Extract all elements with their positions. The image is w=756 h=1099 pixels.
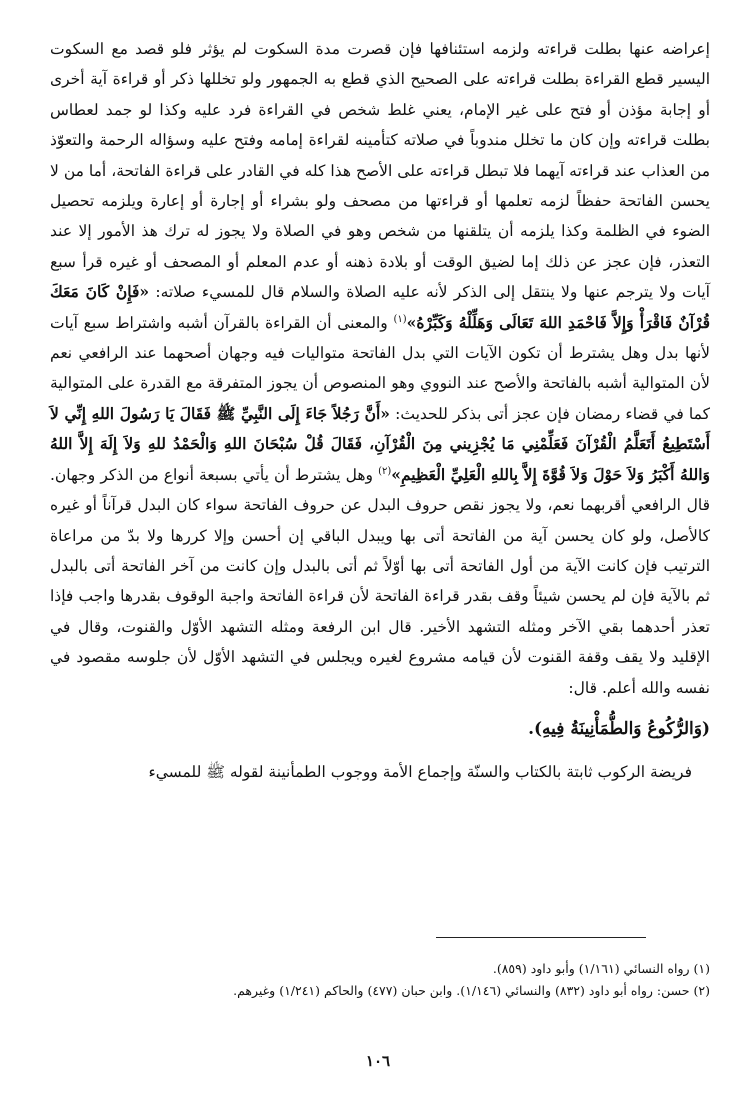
footnote-divider	[436, 937, 646, 938]
hadith-quote-1: «فَإِنْ كَانَ مَعَكَ قُرْآنٌ فَاقْرَأْ وَإِلاَّ فَاحْمَدِ اللهَ تَعَالَى وَهَلِّلْهُ وَكَبِّرْهُ»	[50, 282, 710, 332]
next-paragraph: فريضة الركوب ثابتة بالكتاب والسنّة وإجماع الأمة ووجوب الطمأنينة لقوله ﷺ للمسيء	[148, 762, 692, 781]
page-number: ١٠٦	[365, 1052, 391, 1070]
footnote-2: (٢) حسن: رواه أبو داود (٨٣٢) والنسائي (١/١٤٦). وابن حبان (٤٧٧) والحاكم (١/٢٤١) وغيرهم.	[233, 983, 710, 998]
text-segment-3: وهل يشترط أن يأتي بسبعة أنواع من الذكر وجهان. قال الرافعي أقربهما نعم، ولا يجوز نقص حروف البدل عن حروف الفاتحة سواء كان البدل قرآناً أو غيره كالأصل، ولو كان يحسن آية من الفاتحة أتى بها ويبدل الباقي إن أحسن وإلا كررها ولا بدّ من مراعاة الترتيب فإن كانت الآية من أول الفاتحة أتى بها أوّلاً ثم أتى بالبدل وإن كانت من آخر الفاتحة أتى بالبدل ثم بالآية فإن لم يحسن شيئاً وقف بقدر قراءة الفاتحة لأن قراءة الفاتحة واجبة الوقوف بقدرها واجب فإذا تعذر أحدهما بقي الآخر ومثله التشهد الأخير. قال ابن الرفعة ومثله التشهد الأوّل والقنوت، وقال في الإقليد ولا يقف وقفة القنوت لأن قيامه مشروع لغيره ويجلس في التشهد الأوّل لأن جلوسه مقصود في نفسه والله أعلم. قال:	[50, 465, 710, 697]
footnotes	[50, 958, 710, 1002]
text-segment-2: والمعنى أن القراءة بالقرآن أشبه واشتراط سبع آيات لأنها بدل وهل يشترط أن تكون الآيات التي بدل الفاتحة متواليات فيه وجهان أصحهما عند الرافعي نعم لأن المتوالية أشبه بالفاتحة والأصح عند النووي وهو المنصوص أن يجوز المتفرقة مع القدرة على المتوالية كما في قضاء رمضان فإن عجز أتى بذكر للحديث:	[50, 313, 710, 423]
footnote-ref-1: (١)	[393, 313, 407, 325]
footnote-ref-2: (٢)	[378, 465, 392, 477]
main-paragraph	[50, 34, 710, 703]
text-segment-1: إعراضه عنها بطلت قراءته ولزمه استئنافها فإن قصرت مدة السكوت لم يؤثر فلو قصد مع السكوت اليسير قطع القراءة بطلت قراءته على الصحيح الذي قطع به الجمهور ولو تخللها ذكر أو قراءة آية أخرى أو إجابة مؤذن أو فتح على غير الإمام، يعني غلط شخص في القراءة فرد عليه وكذا لو جمد لعطاس بطلت قراءته وإن كان ما تخلل مندوباً في صلاته كتأمينه لقراءة إمامه وفتح عليه وسؤاله الرحمة والتعوّذ من العذاب عند قراءته آيهما فلا تبطل قراءته على الأصح هذا كله في القادر على قراءة الفاتحة، أما من لا يحسن الفاتحة حفظاً لزمه تعلمها أو قراءتها من مصحف ولو بشراء أو إجارة أو إعارة ويلزمه تحصيل الضوء في الظلمة وكذا يلزمه أن يتلقنها من شخص وهو في الصلاة ولا يجوز له ترك هذ الأمور إلا عند التعذر، فإن عجز عن ذلك إما لضيق الوقت أو بلادة ذهنه أو عدم المعلم أو المصحف أو غيره قرأ سبع آيات ولا يترجم عنها ولا ينتقل إلى الذكر لأنه عليه الصلاة والسلام قال للمسيء صلاته:	[50, 40, 710, 302]
hadith-quote-2: «أَنَّ رَجُلاً جَاءَ إِلَى النَّبِيِّ ﷺ فَقَالَ يَا رَسُولَ اللهِ إِنِّي لاَ أَسْتَطِيعُ أَتَعَلَّمُ الْقُرْآنَ فَعَلِّمْنِي مَا يُجْزِيني مِنَ الْقُرْآنِ، فَقَالَ قُلْ سُبْحَانَ اللهِ وَالْحَمْدُ للهِ وَلاَ إِلَهَ إِلاَّ اللهُ وَاللهُ أَكْبَرُ وَلاَ حَوْلَ وَلاَ قُوَّةَ إِلاَّ بِاللهِ الْعَلِيِّ الْعَظِيمِ»	[50, 403, 710, 484]
matn-heading: (وَالرُّكُوعُ وَالطُّمَأْنِينَةُ فِيهِ).	[528, 718, 710, 739]
footnote-1: (١) رواه النسائي (١/١٦١) وأبو داود (٨٥٩).	[492, 961, 710, 976]
